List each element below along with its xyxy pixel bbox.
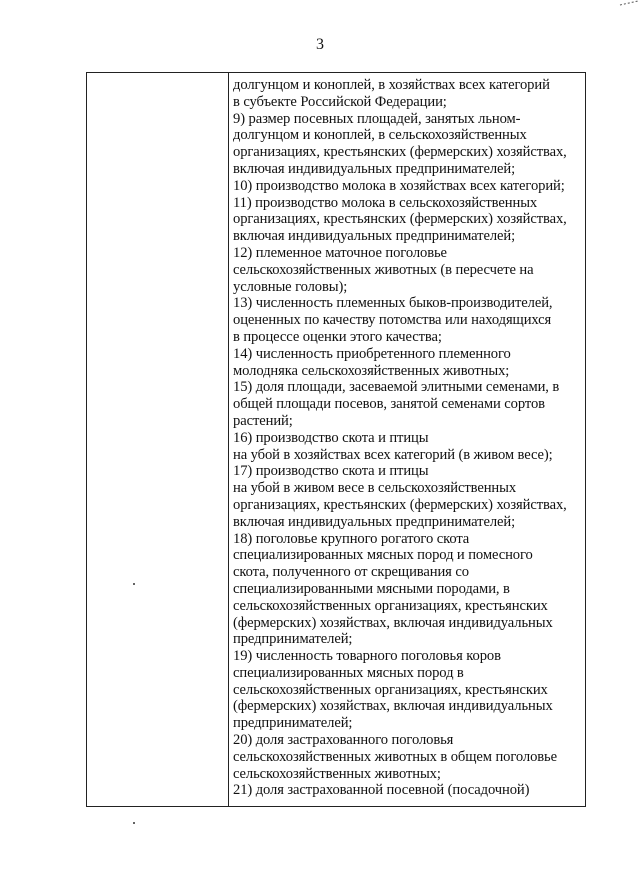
text-line: оцененных по качеству потомства или находящихся <box>233 312 552 329</box>
text-line: долгунцом и коноплей, в хозяйствах всех категорий <box>233 77 550 93</box>
text-line: 9) размер посевных площадей, занятых льном- <box>233 110 521 127</box>
scan-speck <box>133 583 135 585</box>
text-line: сельскохозяйственных организациях, крестьянских <box>233 597 548 614</box>
text-line: (фермерских) хозяйствах, включая индивидуальных <box>233 698 553 715</box>
text-line: специализированных мясных пород в <box>233 664 464 681</box>
scan-speck <box>133 822 135 824</box>
text-line: 17) производство скота и птицы <box>233 463 429 480</box>
page-number: 3 <box>316 36 324 53</box>
text-line: включая индивидуальных предпринимателей; <box>233 513 516 530</box>
text-line: специализированными мясными породами, в <box>233 580 510 597</box>
text-line: 20) доля застрахованного поголовья <box>233 732 454 749</box>
table-right-column <box>229 73 585 806</box>
text-line: сельскохозяйственных животных; <box>233 765 441 782</box>
text-line: молодняка сельскохозяйственных животных; <box>233 362 510 379</box>
text-line: 16) производство скота и птицы <box>233 429 429 446</box>
text-line: включая индивидуальных предпринимателей; <box>233 228 516 245</box>
text-line: организациях, крестьянских (фермерских) хозяйствах, <box>233 496 567 513</box>
text-line: в субъекте Российской Федерации; <box>233 93 447 110</box>
text-line: сельскохозяйственных организациях, крестьянских <box>233 681 548 698</box>
text-line: на убой в живом весе в сельскохозяйственных <box>233 480 517 497</box>
text-line: организациях, крестьянских (фермерских) хозяйствах, <box>233 211 567 228</box>
text-line: специализированных мясных пород и помесного <box>233 547 533 564</box>
text-line: 12) племенное маточное поголовье <box>233 244 447 261</box>
text-line: 13) численность племенных быков-производителей, <box>233 295 553 312</box>
text-line: в процессе оценки этого качества; <box>233 328 442 345</box>
text-line: предпринимателей; <box>233 715 353 732</box>
text-line: растений; <box>233 412 293 429</box>
table-left-column <box>87 73 229 806</box>
text-line: на убой в хозяйствах всех категорий (в живом весе); <box>233 446 553 463</box>
text-line: условные головы); <box>233 278 348 295</box>
text-line: сельскохозяйственных животных в общем поголовье <box>233 748 557 765</box>
text-line: 11) производство молока в сельскохозяйственных <box>233 194 538 211</box>
document-table <box>86 72 586 807</box>
text-line: 21) доля застрахованной посевной (посадочной) <box>233 782 530 799</box>
text-line: (фермерских) хозяйствах, включая индивидуальных <box>233 614 553 631</box>
text-line: сельскохозяйственных животных (в пересчете на <box>233 261 534 278</box>
text-line: долгунцом и коноплей, в сельскохозяйственных <box>233 127 527 144</box>
text-line: организациях, крестьянских (фермерских) хозяйствах, <box>233 144 567 161</box>
text-line: 10) производство молока в хозяйствах всех категорий; <box>233 177 565 194</box>
text-line: общей площади посевов, занятой семенами сортов <box>233 396 545 413</box>
text-line: предпринимателей; <box>233 631 353 648</box>
text-line: 18) поголовье крупного рогатого скота <box>233 530 470 547</box>
text-line: 15) доля площади, засеваемой элитными семенами, в <box>233 379 560 396</box>
scan-artifact-corner <box>618 0 640 6</box>
text-line: 14) численность приобретенного племенного <box>233 345 511 362</box>
text-line: включая индивидуальных предпринимателей; <box>233 160 516 177</box>
text-line: 19) численность товарного поголовья коров <box>233 648 501 665</box>
text-line: скота, полученного от скрещивания со <box>233 564 469 581</box>
